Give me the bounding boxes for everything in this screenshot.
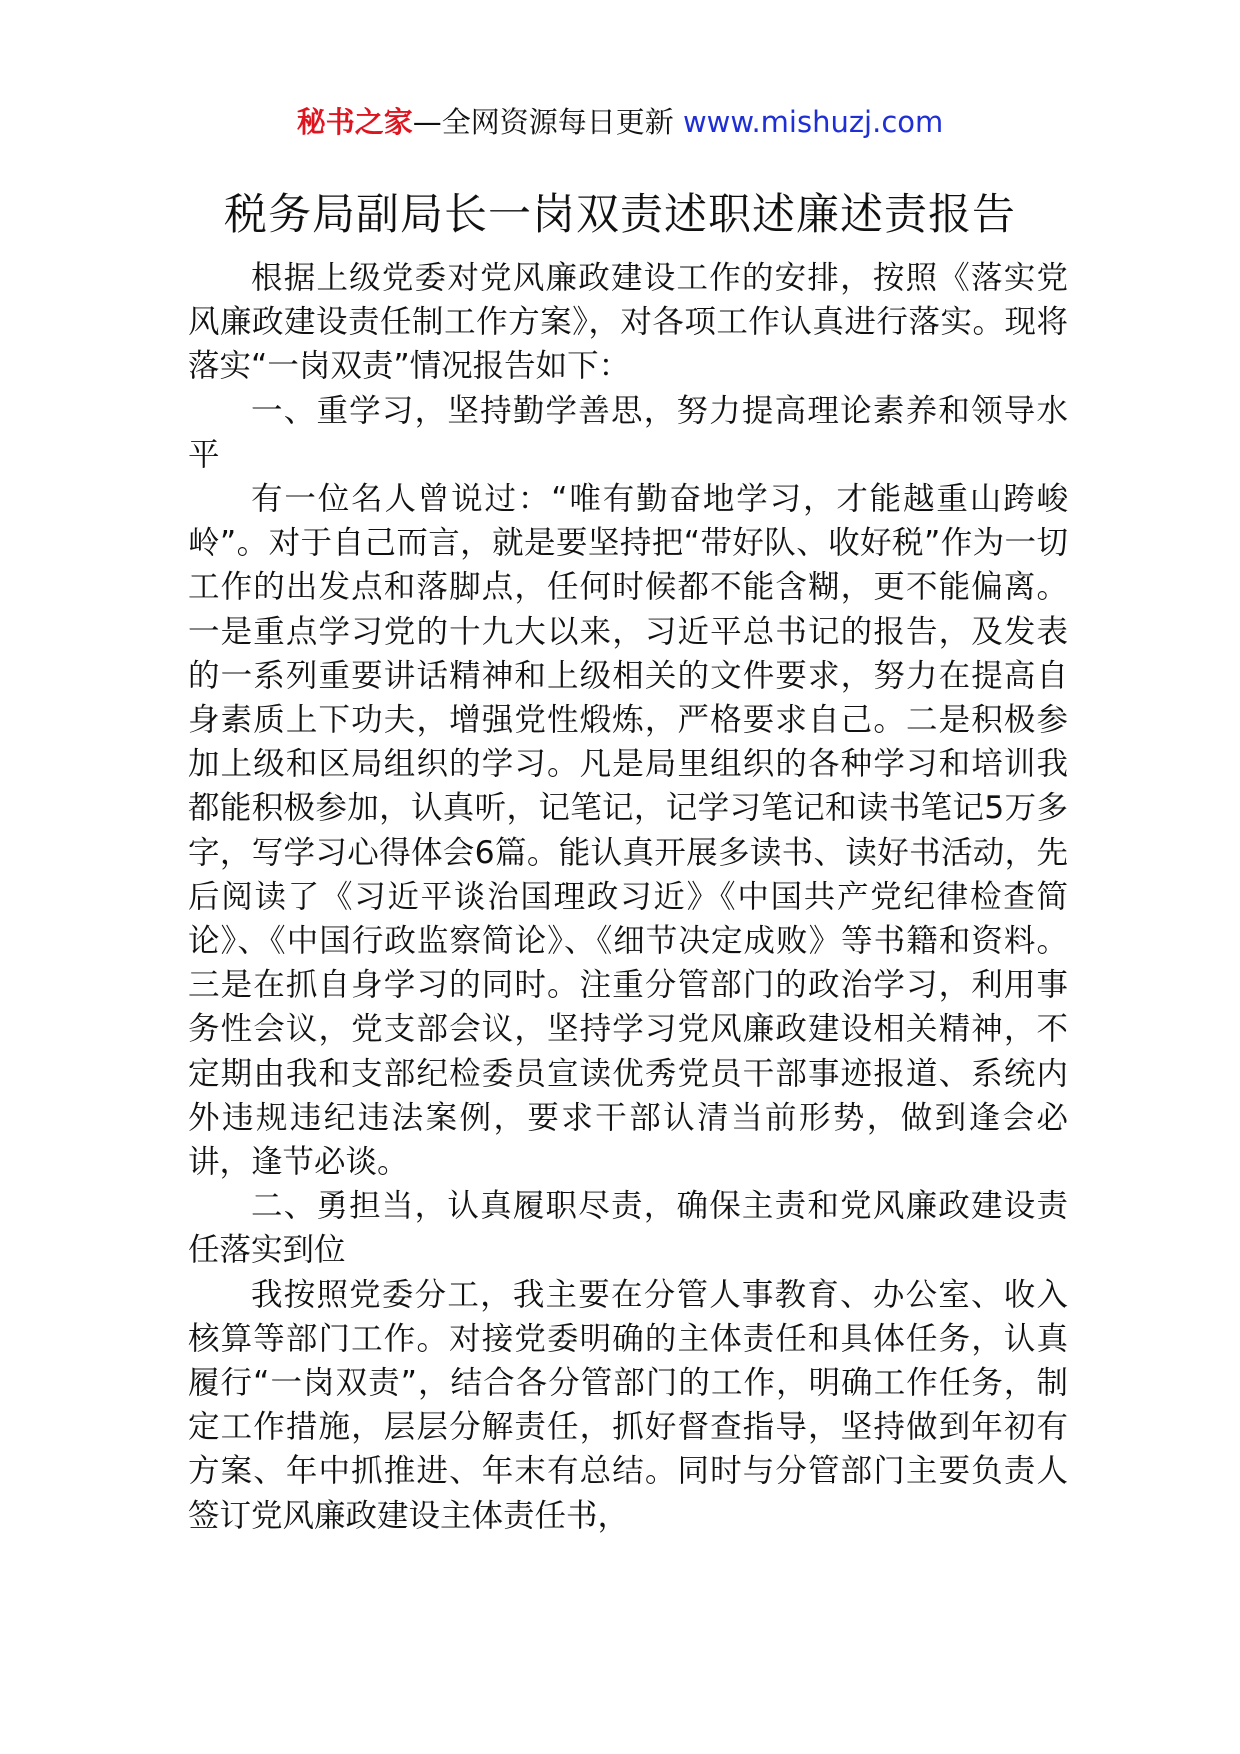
document-body bbox=[188, 256, 1068, 1538]
section-heading-2: 二、勇担当，认真履职尽责，确保主责和党风廉政建设责任落实到位 bbox=[188, 1188, 1068, 1269]
brand-name: 秘书之家 bbox=[296, 105, 413, 139]
site-header bbox=[0, 100, 1240, 144]
paragraph-section-1: 有一位名人曾说过：“唯有勤奋地学习，才能越重山跨峻岭”。对于自己而言，就是要坚持把“带好队、收好税”作为一切工作的出发点和落脚点，任何时候都不能含糊，更不能偏离。一是重点学习党的十九大以来，习近平总书记的报告，及发表的一系列重要讲话精神和上级相关的文件要求，努力在提高自身素质上下功夫，增强党性煅炼，严格要求自己。二是积极参加上级和区局组织的学习。凡是局里组织的各种学习和培训我都能积极参加，认真听，记笔记，记学习笔记和读书笔记5万多字，写学习心得体会6篇。能认真开展多读书、读好书活动，先后阅读了《习近平谈治国理政习近》《中国共产党纪律检查简论》、《中国行政监察简论》、《细节决定成败》等书籍和资料。三是在抓自身学习的同时。注重分管部门的政治学习，利用事务性会议，党支部会议，坚持学习党风廉政建设相关精神，不定期由我和支部纪检委员宣读优秀党员干部事迹报道、系统内外违规违纪违法案例，要求干部认清当前形势，做到逢会必讲，逢节必谈。 bbox=[188, 481, 1068, 1181]
site-url-link[interactable]: www.mishuzj.com bbox=[682, 105, 944, 139]
section-heading-1: 一、重学习，坚持勤学善思，努力提高理论素养和领导水平 bbox=[188, 392, 1068, 473]
document-title: 税务局副局长一岗双责述职述廉述责报告 bbox=[224, 190, 1016, 240]
paragraph-intro: 根据上级党委对党风廉政建设工作的安排，按照《落实党风廉政建设责任制工作方案》，对各项工作认真进行落实。现将落实“一岗双责”情况报告如下： bbox=[188, 260, 1068, 385]
paragraph-section-2: 我按照党委分工，我主要在分管人事教育、办公室、收入核算等部门工作。对接党委明确的主体责任和具体任务，认真履行“一岗双责”，结合各分管部门的工作，明确工作任务，制定工作措施，层层分解责任，抓好督查指导，坚持做到年初有方案、年中抓推进、年末有总结。同时与分管部门主要负责人签订党风廉政建设主体责任书， bbox=[188, 1276, 1068, 1534]
header-tagline: —全网资源每日更新 bbox=[412, 105, 674, 139]
